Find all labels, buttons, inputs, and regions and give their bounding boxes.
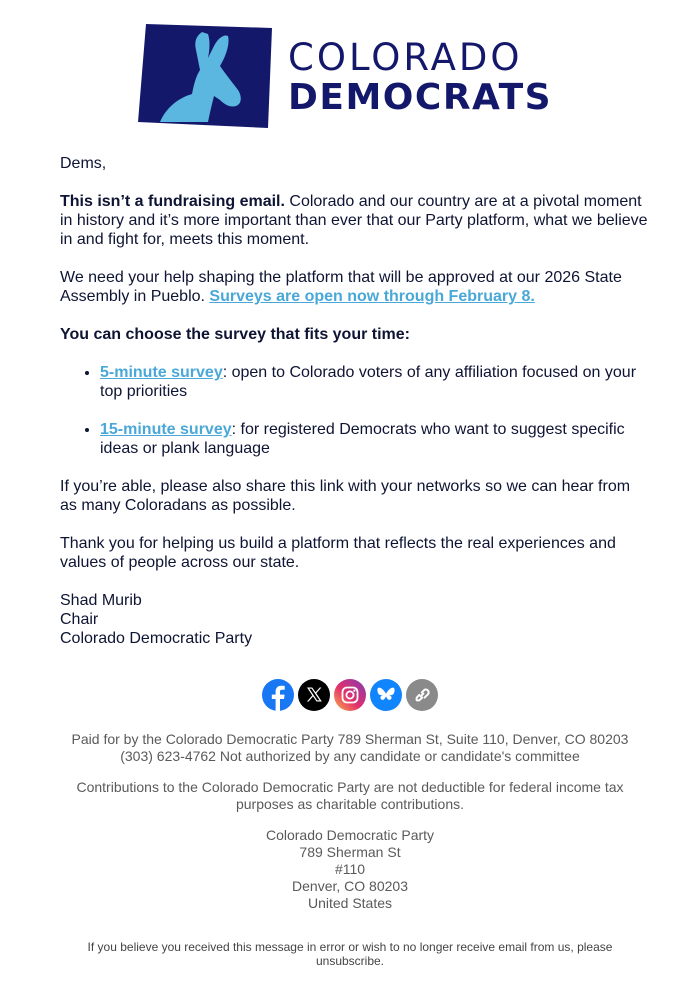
logo-wordmark bbox=[288, 38, 568, 118]
help-text: We need your help shaping the platform that will be approved at our 2026 State Assembly in Pueblo. bbox=[60, 269, 622, 305]
donkey-logo-icon bbox=[138, 24, 272, 128]
list-item bbox=[100, 363, 650, 401]
address-org: Colorado Democratic Party bbox=[265, 827, 435, 843]
five-minute-survey-desc: : open to Colorado voters of any affiliation focused on your top priorities bbox=[100, 364, 637, 400]
email-body bbox=[60, 154, 650, 648]
logo-line-democrats: DEMOCRATS bbox=[288, 77, 553, 118]
address-suite: #110 bbox=[334, 861, 366, 877]
five-minute-survey-link[interactable]: 5-minute survey bbox=[100, 364, 223, 381]
contributions-text: Contributions to the Colorado Democratic Party are not deductible for federal income tax purposes as charitable contributions. bbox=[76, 779, 624, 812]
signature-name: Shad Murib bbox=[60, 592, 142, 609]
surveys-open-link[interactable]: Surveys are open now through February 8. bbox=[209, 288, 535, 305]
x-icon[interactable] bbox=[298, 679, 330, 711]
facebook-icon[interactable] bbox=[262, 679, 294, 711]
intro-rest: Colorado and our country are at a pivotal moment in history and it’s more important than ever that our Party platform, what we believe in and fight for, meets this moment. bbox=[60, 193, 648, 248]
contributions-disclaimer bbox=[60, 779, 640, 813]
survey-list bbox=[60, 363, 650, 458]
greeting: Dems, bbox=[60, 155, 107, 172]
unsubscribe-notice[interactable] bbox=[60, 940, 640, 968]
share-paragraph: If you’re able, please also share this link with your networks so we can hear from as many Coloradans as possible. bbox=[60, 478, 631, 514]
help-paragraph bbox=[60, 268, 650, 306]
link-icon[interactable] bbox=[406, 679, 438, 711]
fifteen-minute-survey-desc: : for registered Democrats who want to suggest specific ideas or plank language bbox=[100, 421, 625, 457]
address-city: Denver, CO 80203 bbox=[292, 878, 408, 894]
list-item bbox=[100, 420, 650, 458]
paid-for-text: Paid for by the Colorado Democratic Party 789 Sherman St, Suite 110, Denver, CO 80203 (303) 623-4762 Not authorized by any candidate or candidate's committee bbox=[71, 731, 629, 764]
logo-line-colorado: COLORADO bbox=[288, 36, 523, 79]
address-street: 789 Sherman St bbox=[299, 844, 401, 860]
social-icons bbox=[262, 679, 442, 711]
instagram-icon[interactable] bbox=[334, 679, 366, 711]
fifteen-minute-survey-link[interactable]: 15-minute survey bbox=[100, 421, 232, 438]
signature-org: Colorado Democratic Party bbox=[60, 630, 253, 647]
mailing-address bbox=[60, 827, 640, 912]
colorado-democrats-logo[interactable] bbox=[138, 24, 558, 128]
unsubscribe-text[interactable]: If you believe you received this message in error or wish to no longer receive email from us, please unsubscribe. bbox=[87, 940, 613, 968]
choose-heading: You can choose the survey that fits your time: bbox=[60, 326, 410, 343]
signature-title: Chair bbox=[60, 611, 99, 628]
thanks-paragraph: Thank you for helping us build a platform that reflects the real experiences and values of people across our state. bbox=[60, 535, 616, 571]
bluesky-icon[interactable] bbox=[370, 679, 402, 711]
signature bbox=[60, 591, 650, 648]
intro-paragraph bbox=[60, 192, 650, 249]
paid-for-disclaimer bbox=[60, 731, 640, 765]
address-country: United States bbox=[307, 895, 393, 911]
intro-bold: This isn’t a fundraising email. bbox=[60, 193, 285, 210]
